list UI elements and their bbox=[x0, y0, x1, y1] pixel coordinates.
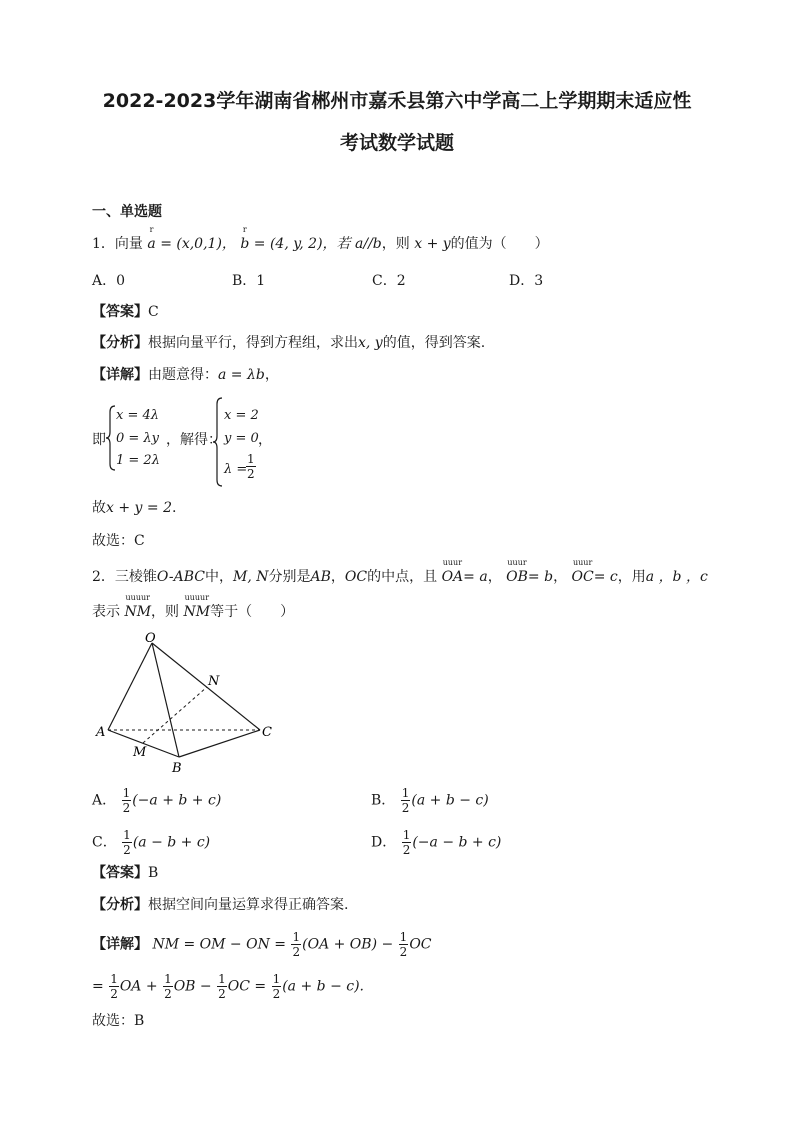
doc-title-line1: 2022-2023学年湖南省郴州市嘉禾县第六中学高二上学期期末适应性 bbox=[102, 90, 692, 112]
label-C: C bbox=[262, 725, 272, 740]
q1-answer: 【答案】C bbox=[92, 304, 159, 320]
section-heading: 一、单选题 bbox=[92, 204, 162, 220]
q2-stem-line2: 表示 uuuur NM，则 uuuur NM等于（ ） bbox=[92, 593, 295, 620]
q1-option-b: B．1 bbox=[232, 273, 266, 289]
q2-answer: 【答案】B bbox=[92, 865, 159, 881]
q2-option-d: D． $\frac{1}{2}$ (−a − b + c) bbox=[371, 828, 502, 857]
label-B: B bbox=[172, 761, 182, 776]
q1-stem: 1．向量 r a = (x,0,1)， r b = (4, y, 2)，若 a//b，则 x + y的值为（ ） bbox=[92, 225, 549, 252]
label-O: O bbox=[145, 631, 156, 646]
doc-title-line2: 考试数学试题 bbox=[339, 132, 454, 154]
q2-option-b: B． $\frac{1}{2}$ (a + b − c) bbox=[371, 786, 489, 815]
q1-analysis: 【分析】根据向量平行，得到方程组，求出x, y的值，得到答案. bbox=[92, 335, 486, 351]
left-brace-2 bbox=[212, 396, 224, 488]
label-N: N bbox=[208, 674, 220, 689]
fraction-half: $\frac{1}{2}$ bbox=[247, 452, 255, 481]
q1-choose: 故选：C bbox=[92, 533, 145, 549]
q1-conclusion: 故x + y = 2. bbox=[92, 500, 177, 516]
q2-stem-line1: 2．三棱锥O-ABC中，M, N分别是AB，OC的中点，且 uuur OA= a， uuur OB= b， uuur OC= c，用a ，b ，c bbox=[92, 558, 708, 585]
q2-analysis: 【分析】根据空间向量运算求得正确答案. bbox=[92, 897, 349, 913]
label-M: M bbox=[133, 745, 147, 760]
document-page: 2022-2023学年湖南省郴州市嘉禾县第六中学高二上学期期末适应性 考试数学试题 一、单选题 1．向量 r a = (x,0,1)， r b = (4, y, 2)，若 a//b，则 x + y的值为（ ） A．0 B．1 C．2 D．3 【答案】C 【分析】根据向量平行，得到方程组，求出x, y的值，得到答案. 【详解】由题意得：a = λb， 即 x = 4λ 0 = λy 1 = 2λ ，解得： x = 2 y = 0 λ = $\frac{1}{2}$ ， 故x + y = 2. 故选：C 2．三棱锥O-ABC中，M, N分别是AB，OC的中点，且 uuur OA= a， uuur OB= b， uuur OC= c，用a ，b ，c 表示 uuuur NM，则 uuuur NM等于（ ） O A B C M N A． $\frac{1}{2}$ (−a + b + c) B． $\frac{1}{2}$ (a + b − c) C． $\frac{1}{2}$ (a − b + c) D． $\frac{1}{2}$ (−a − b + c) 【答案】B 【分析】根据空间向量运算求得正确答案. 【详解】 NM = OM − ON = $\frac{1}{2}$ (OA + OB) − $\frac{1}{2}$ OC = $\frac{1}{2}$ OA + $\frac{1}{2}$ OB − $\frac{1}{2}$ OC = $\frac{1}{2}$ (a + b − c). 故选：B bbox=[0, 0, 794, 1123]
q1-option-d: D．3 bbox=[509, 273, 544, 289]
q1-option-c: C．2 bbox=[372, 273, 406, 289]
q2-detail-line1: 【详解】 NM = OM − ON = $\frac{1}{2}$ (OA + OB) − $\frac{1}{2}$ OC bbox=[92, 930, 432, 959]
q2-choose: 故选：B bbox=[92, 1013, 145, 1029]
q1-detail: 【详解】由题意得：a = λb， bbox=[92, 367, 279, 383]
label-A: A bbox=[96, 725, 106, 740]
q2-detail-line2: = $\frac{1}{2}$ OA + $\frac{1}{2}$ OB − $\frac{1}{2}$ OC = $\frac{1}{2}$ (a + b − c). bbox=[92, 972, 365, 1001]
q2-option-c: C． $\frac{1}{2}$ (a − b + c) bbox=[92, 828, 211, 857]
q2-option-a: A． $\frac{1}{2}$ (−a + b + c) bbox=[92, 786, 222, 815]
q1-option-a: A．0 bbox=[92, 273, 126, 289]
tetrahedron-figure bbox=[92, 626, 292, 776]
